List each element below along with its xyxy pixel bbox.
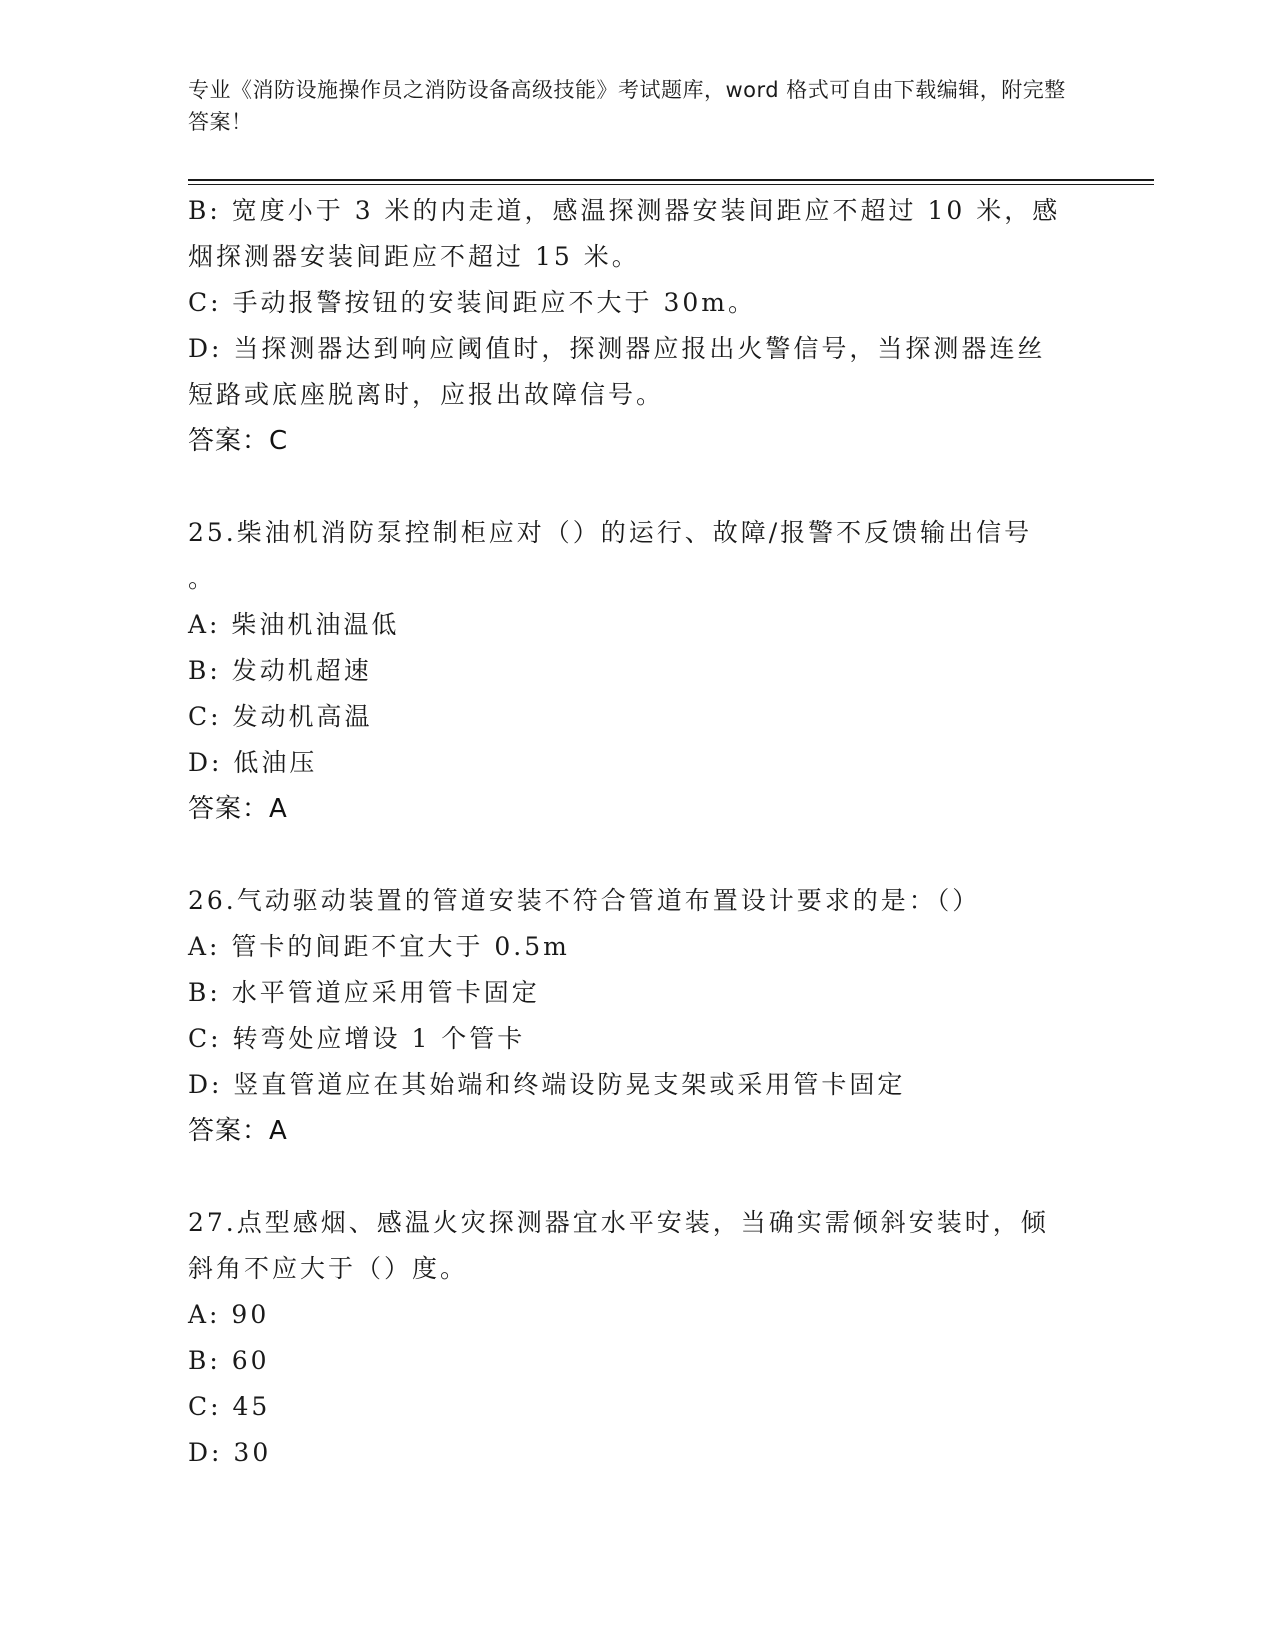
- option-c: C: 转弯处应增设 1 个管卡: [188, 1024, 526, 1053]
- question-27-stem-line-2: 斜角不应大于（）度。: [188, 1254, 469, 1283]
- option-d-line-1: D: 当探测器达到响应阈值时，探测器应报出火警信号，当探测器连丝: [188, 334, 1046, 363]
- question-26: [188, 878, 1088, 1154]
- option-d: D: 竖直管道应在其始端和终端设防晃支架或采用管卡固定: [188, 1070, 906, 1099]
- question-27: [188, 1200, 1088, 1476]
- question-25: [188, 510, 1088, 832]
- header-divider-thick: [188, 179, 1154, 181]
- option-c: C: 45: [188, 1392, 271, 1421]
- question-26-stem: 26.气动驱动装置的管道安装不符合管道布置设计要求的是：（）: [188, 886, 981, 915]
- question-25-stem-line-2: 。: [188, 564, 217, 593]
- option-a: A: 90: [188, 1300, 270, 1329]
- option-c: C: 手动报警按钮的安装间距应不大于 30m。: [188, 288, 756, 317]
- option-b: B: 60: [188, 1346, 270, 1375]
- question-25-stem-line-1: 25.柴油机消防泵控制柜应对（）的运行、故障/报警不反馈输出信号: [188, 518, 1033, 547]
- option-d-line-2: 短路或底座脱离时，应报出故障信号。: [188, 380, 665, 409]
- option-a: A: 柴油机油温低: [188, 610, 400, 639]
- option-d: D: 30: [188, 1438, 272, 1467]
- option-a: A: 管卡的间距不宜大于 0.5m: [188, 932, 570, 961]
- spacer: [188, 832, 1088, 878]
- answer-25: 答案：A: [188, 794, 288, 824]
- page-header: 专业《消防设施操作员之消防设备高级技能》考试题库，word 格式可自由下载编辑，附完整答案！: [188, 78, 1066, 134]
- header-divider-thin: [188, 184, 1154, 185]
- spacer: [188, 464, 1088, 510]
- option-b-line-1: B: 宽度小于 3 米的内走道，感温探测器安装间距应不超过 10 米，感: [188, 196, 1061, 225]
- option-b: B: 水平管道应采用管卡固定: [188, 978, 540, 1007]
- spacer: [188, 1154, 1088, 1200]
- question-content: [188, 188, 1088, 1476]
- answer-24: 答案：C: [188, 426, 289, 456]
- option-b: B: 发动机超速: [188, 656, 372, 685]
- answer-26: 答案：A: [188, 1116, 288, 1146]
- question-24-continued: [188, 188, 1088, 464]
- option-b-line-2: 烟探测器安装间距应不超过 15 米。: [188, 242, 640, 271]
- option-c: C: 发动机高温: [188, 702, 373, 731]
- option-d: D: 低油压: [188, 748, 318, 777]
- question-27-stem-line-1: 27.点型感烟、感温火灾探测器宜水平安装，当确实需倾斜安装时，倾: [188, 1208, 1049, 1237]
